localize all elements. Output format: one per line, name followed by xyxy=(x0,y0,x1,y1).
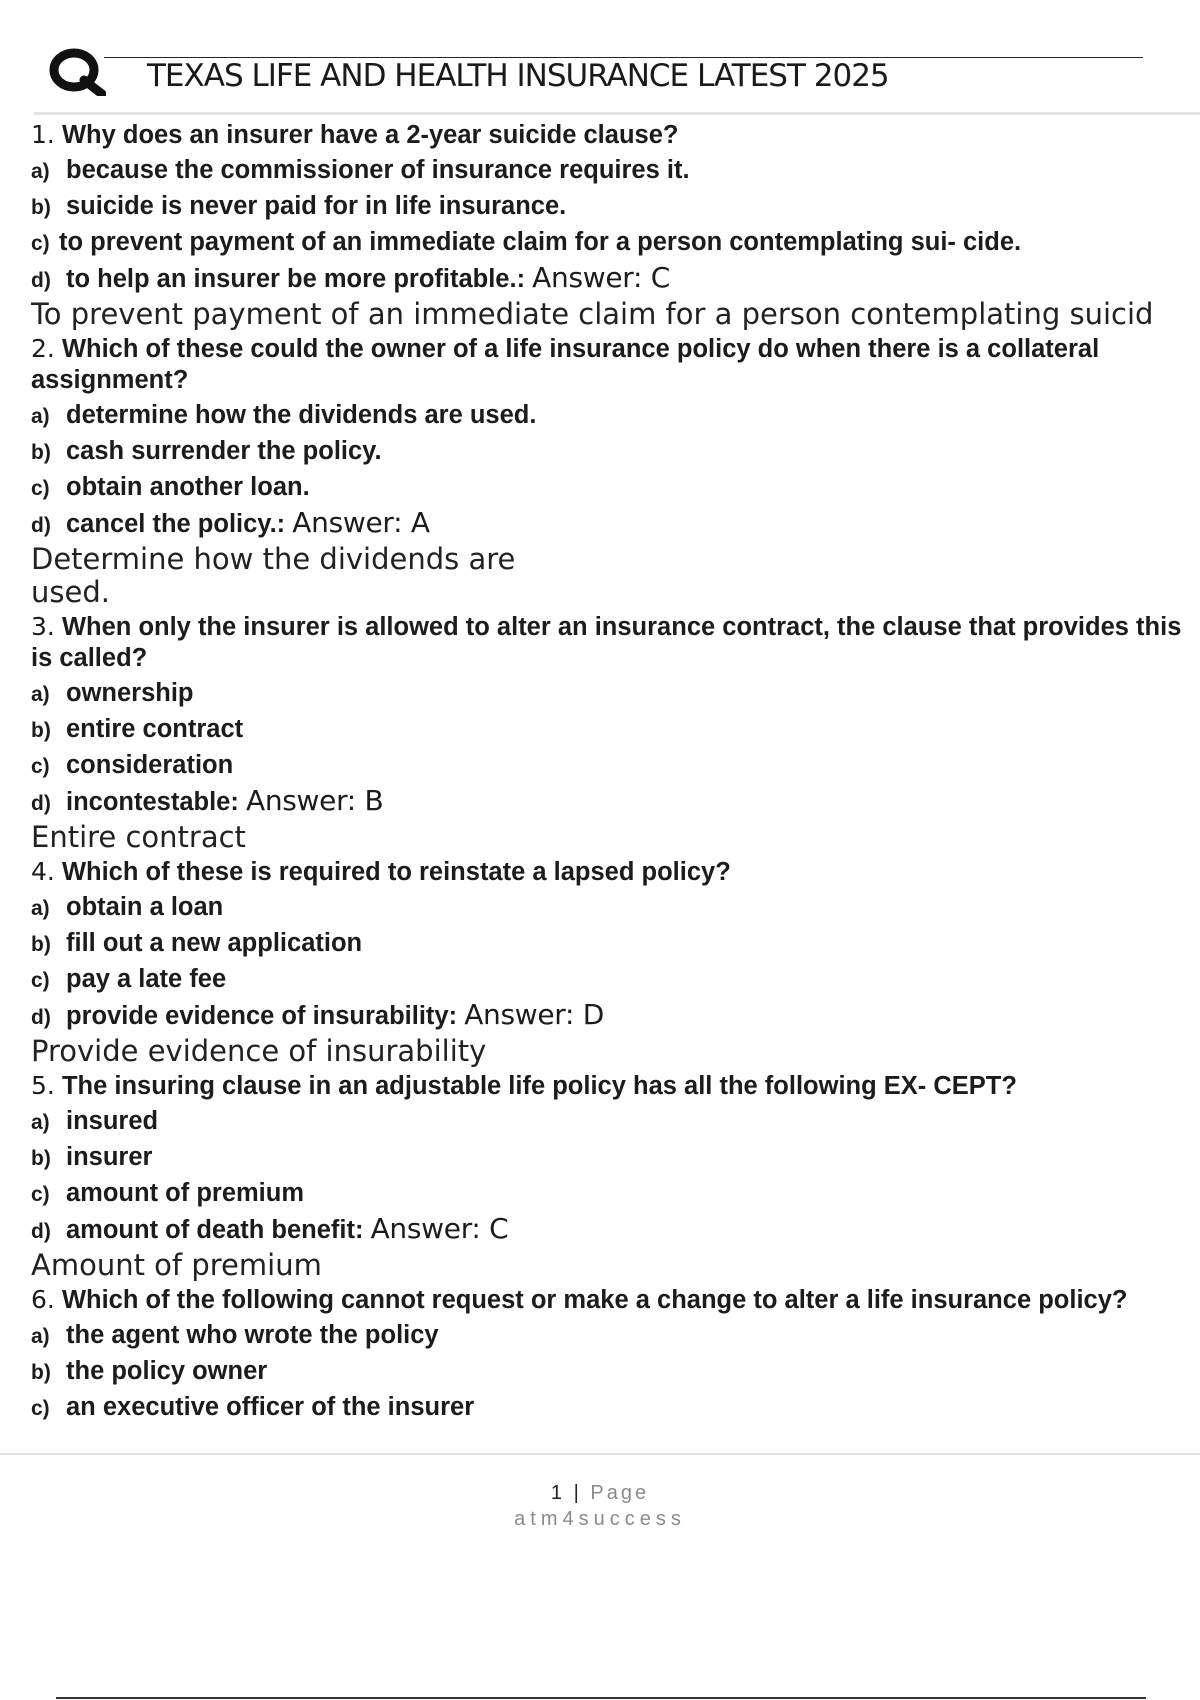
text-span: Which of these could the owner of a life insurance policy do when there is a collateral assignment? xyxy=(31,335,1100,394)
answer-option xyxy=(31,962,1200,998)
bottom-rule xyxy=(56,1697,1146,1699)
text-span: 1 xyxy=(550,1482,566,1504)
answer-option xyxy=(31,676,1200,712)
correct-answer: Answer: C xyxy=(370,1212,509,1245)
option-letter: c) xyxy=(31,1183,50,1206)
text-span: Why does an insurer have a 2-year suicide clause? xyxy=(61,121,679,149)
option-letter: a) xyxy=(31,897,50,920)
correct-answer: Answer: C xyxy=(532,261,670,294)
answer-explanation: Provide evidence of insurability xyxy=(31,1034,487,1068)
text-span: insured xyxy=(66,1107,159,1135)
page-footer xyxy=(0,1480,1200,1532)
text-span: cash surrender the policy. xyxy=(66,437,382,465)
option-letter: b) xyxy=(31,933,51,956)
option-letter: b) xyxy=(31,441,51,464)
option-letter: c) xyxy=(31,232,50,255)
answer-option xyxy=(31,506,1200,543)
option-letter: d) xyxy=(31,1220,51,1243)
option-letter: d) xyxy=(31,792,51,815)
answer-explanation: Amount of premium xyxy=(31,1248,322,1282)
text-span: The insuring clause in an adjustable life policy has all the following EX- CEPT? xyxy=(61,1072,1017,1100)
text-span: incontestable: xyxy=(66,788,239,816)
option-letter: a) xyxy=(31,683,50,706)
answer-option xyxy=(31,1176,1200,1212)
text-span: provide evidence of insurability: xyxy=(66,1002,458,1030)
option-letter: b) xyxy=(31,719,51,742)
option-letter: d) xyxy=(31,1006,51,1029)
header-bottom-rule xyxy=(34,112,1200,115)
text-span: insurer xyxy=(66,1143,153,1171)
text-span: entire contract xyxy=(66,715,244,743)
text-span: obtain a loan xyxy=(66,893,224,921)
answer-option xyxy=(31,398,1200,434)
document-title: TEXAS LIFE AND HEALTH INSURANCE LATEST 2025 xyxy=(147,58,889,94)
option-letter: d) xyxy=(31,269,51,292)
question-text xyxy=(31,854,1200,890)
option-letter: a) xyxy=(31,1325,50,1348)
q-logo-icon xyxy=(48,46,106,96)
text-span: Which of these is required to reinstate a lapsed policy? xyxy=(61,858,731,886)
option-letter: c) xyxy=(31,755,50,778)
answer-option xyxy=(31,890,1200,926)
answer-option xyxy=(31,225,1200,261)
answer-option xyxy=(31,189,1200,225)
answer-option xyxy=(31,434,1200,470)
document-header xyxy=(48,44,1143,104)
option-letter: b) xyxy=(31,196,51,219)
question-number: 6. xyxy=(31,1285,55,1314)
question-text xyxy=(31,117,1200,153)
question-number: 2. xyxy=(31,334,55,363)
answer-option xyxy=(31,1104,1200,1140)
option-letter: d) xyxy=(31,514,51,537)
text-span: amount of premium xyxy=(66,1179,305,1207)
page-number xyxy=(0,1480,1200,1506)
answer-option xyxy=(31,926,1200,962)
answer-explanation: Determine how the dividends are used. xyxy=(31,542,516,609)
text-span: the agent who wrote the policy xyxy=(66,1321,439,1349)
text-span: determine how the dividends are used. xyxy=(66,401,537,429)
answer-option xyxy=(31,1390,1200,1426)
question-block xyxy=(31,117,1200,331)
question-text xyxy=(31,1282,1200,1318)
answer-option xyxy=(31,1318,1200,1354)
question-text xyxy=(31,609,1200,676)
footer-brand: atm4success xyxy=(514,1508,686,1530)
question-block xyxy=(31,854,1200,1068)
option-letter: c) xyxy=(31,1397,50,1420)
text-span: amount of death benefit: xyxy=(66,1216,364,1244)
answer-option xyxy=(31,1354,1200,1390)
footer-rule xyxy=(0,1453,1200,1455)
option-letter: b) xyxy=(31,1361,51,1384)
answer-option xyxy=(31,784,1200,821)
question-text xyxy=(31,1068,1200,1104)
text-span: Which of the following cannot request or make a change to alter a life insurance policy? xyxy=(61,1286,1128,1314)
text-span: because the commissioner of insurance requires it. xyxy=(66,156,690,184)
text-span: the policy owner xyxy=(66,1357,268,1385)
answer-explanation: Entire contract xyxy=(31,820,246,854)
option-letter: a) xyxy=(31,405,50,428)
question-list xyxy=(31,117,1200,1426)
question-block xyxy=(31,1068,1200,1282)
option-letter: b) xyxy=(31,1147,51,1170)
text-span: cancel the policy.: xyxy=(66,510,286,538)
question-number: 5. xyxy=(31,1071,55,1100)
question-block xyxy=(31,1282,1200,1426)
correct-answer: Answer: D xyxy=(464,998,605,1031)
answer-option xyxy=(31,1140,1200,1176)
option-letter: c) xyxy=(31,477,50,500)
answer-option xyxy=(31,470,1200,506)
text-span: ownership xyxy=(66,679,194,707)
question-block xyxy=(31,331,1200,609)
text-span: to prevent payment of an immediate claim for a person contemplating sui- cide. xyxy=(59,228,1022,256)
answer-option xyxy=(31,261,1200,298)
text-span: to help an insurer be more profitable.: xyxy=(66,265,526,293)
text-span: consideration xyxy=(66,751,234,779)
option-letter: a) xyxy=(31,160,50,183)
text-span: an executive officer of the insurer xyxy=(66,1393,475,1421)
text-span: fill out a new application xyxy=(66,929,363,957)
question-block xyxy=(31,609,1200,854)
text-span: obtain another loan. xyxy=(66,473,310,501)
option-letter: a) xyxy=(31,1111,50,1134)
correct-answer: Answer: A xyxy=(292,506,430,539)
text-span: | xyxy=(573,1482,582,1504)
question-text xyxy=(31,331,1200,398)
answer-option xyxy=(31,1212,1200,1249)
answer-option xyxy=(31,153,1200,189)
text-span: When only the insurer is allowed to alter an insurance contract, the clause that provides this is called? xyxy=(31,613,1182,672)
text-span: pay a late fee xyxy=(66,965,227,993)
question-number: 3. xyxy=(31,612,55,641)
answer-explanation: To prevent payment of an immediate claim for a person contemplating suicid xyxy=(31,297,1154,331)
answer-option xyxy=(31,748,1200,784)
answer-option xyxy=(31,712,1200,748)
question-number: 1. xyxy=(31,120,55,149)
text-span: Page xyxy=(590,1482,650,1504)
answer-option xyxy=(31,998,1200,1035)
question-number: 4. xyxy=(31,857,55,886)
option-letter: c) xyxy=(31,969,50,992)
text-span: suicide is never paid for in life insurance. xyxy=(66,192,567,220)
correct-answer: Answer: B xyxy=(245,784,384,817)
